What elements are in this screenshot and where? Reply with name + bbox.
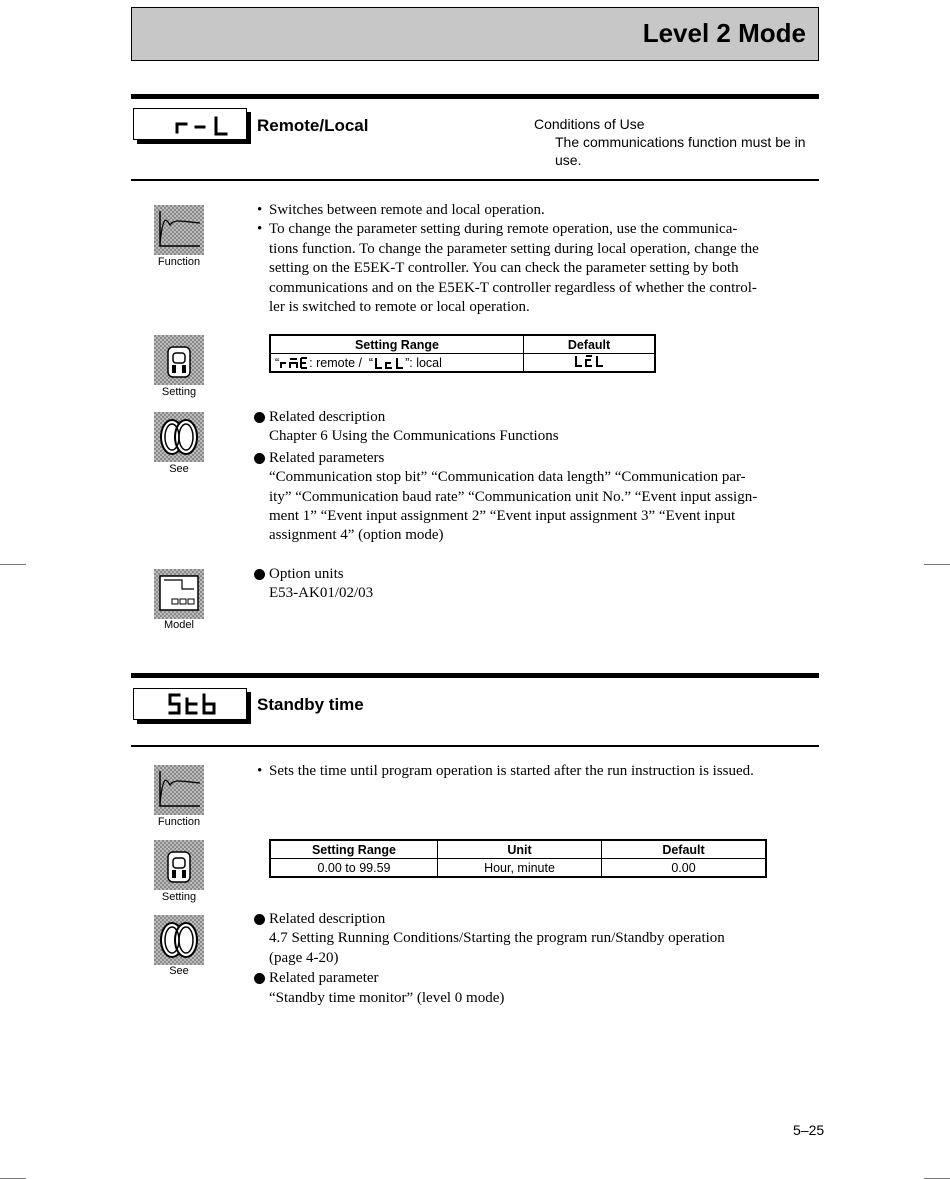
related-parameter: “Standby time monitor” (level 0 mode) [269, 989, 505, 1006]
function-icon [154, 205, 204, 255]
display-code-box [133, 688, 247, 720]
option-units-label: Option units [253, 565, 825, 584]
crop-mark [924, 564, 950, 565]
setting-icon [154, 335, 204, 385]
table-cell: Hour, minute [438, 859, 602, 878]
icon-caption: Model [164, 619, 194, 631]
segment-display-stb [134, 689, 246, 719]
model-icon [154, 569, 204, 619]
bullet-continuation: tions function. To change the parameter setting during local operation, change the [269, 240, 759, 257]
display-code-box [133, 108, 247, 140]
section-divider [131, 179, 819, 181]
related-parameters: “Communication stop bit” “Communication data length” “Communication par- [269, 469, 746, 486]
bullet-item: • Sets the time until program operation is started after the run instruction is issued. [255, 762, 835, 781]
section-rule [131, 673, 819, 678]
related-description: 4.7 Setting Running Conditions/Starting the program run/Standby operation [269, 930, 725, 947]
related-parameters: ity” “Communication baud rate” “Communication unit No.” “Event input assign- [269, 488, 758, 505]
option-units-value: E53-AK01/02/03 [269, 585, 374, 602]
table-cell [524, 354, 656, 373]
description [255, 762, 835, 781]
table-header: Default [602, 840, 767, 859]
related-parameters: assignment 4” (option mode) [269, 527, 444, 544]
bullet-item: • Switches between remote and local operation. [255, 201, 825, 220]
segment-display-r-l [134, 109, 246, 139]
segment-display-lcl [373, 356, 405, 369]
page-title: Level 2 Mode [642, 18, 806, 48]
related-description: (page 4-20) [269, 949, 339, 966]
segment-display-lcl-default [573, 354, 605, 368]
function-icon [154, 765, 204, 815]
bullet-continuation: ler is switched to remote or local operation. [269, 299, 530, 316]
segment-display-rmt [279, 356, 309, 369]
table-cell: 0.00 [602, 859, 767, 878]
option-units [253, 565, 825, 604]
related-parameters: ment 1” “Event input assignment 2” “Event input assignment 3” “Event input [269, 508, 736, 525]
section-title: Standby time [257, 695, 364, 714]
related-description-label: Related description [253, 408, 825, 427]
table-header: Setting Range [270, 335, 524, 354]
crop-mark [0, 564, 26, 565]
table-header: Setting Range [270, 840, 438, 859]
settings-table [269, 839, 767, 878]
related-info [253, 408, 825, 546]
remote-label: : remote / [309, 355, 362, 370]
related-info [253, 910, 825, 1008]
icon-caption: See [169, 463, 189, 475]
local-label: : local [409, 355, 442, 370]
bullet-continuation: communications and on the E5EK-T controller regardless of whether the control- [269, 279, 757, 296]
table-header: Default [524, 335, 656, 354]
conditions-label: Conditions of Use [534, 116, 645, 132]
page-header [131, 7, 819, 61]
see-icon [154, 412, 204, 462]
table-header: Unit [438, 840, 602, 859]
conditions-text: use. [555, 152, 582, 168]
related-parameters-label: Related parameters [253, 449, 825, 468]
icon-caption: Setting [161, 891, 197, 903]
icon-caption: Function [157, 816, 201, 828]
description [255, 201, 825, 317]
icon-caption: Function [157, 256, 201, 268]
related-description: Chapter 6 Using the Communications Functions [269, 428, 559, 445]
conditions-text: The communications function must be in [555, 134, 806, 150]
conditions-of-use [534, 115, 824, 169]
section-divider [131, 745, 819, 747]
related-description-label: Related description [253, 910, 825, 929]
icon-caption: See [169, 965, 189, 977]
see-icon [154, 915, 204, 965]
table-cell: 0.00 to 99.59 [270, 859, 438, 878]
settings-table [269, 334, 656, 373]
section-rule [131, 94, 819, 99]
icon-caption: Setting [161, 386, 197, 398]
bullet-item: • To change the parameter setting during remote operation, use the communica- [255, 220, 825, 239]
related-parameter-label: Related parameter [253, 969, 825, 988]
table-cell: “ : remote / “ ”: local [270, 354, 524, 373]
section-title: Remote/Local [257, 116, 369, 135]
bullet-continuation: setting on the E5EK-T controller. You can check the parameter setting by both [269, 260, 739, 277]
setting-icon [154, 840, 204, 890]
page-number: 5–25 [793, 1122, 825, 1138]
